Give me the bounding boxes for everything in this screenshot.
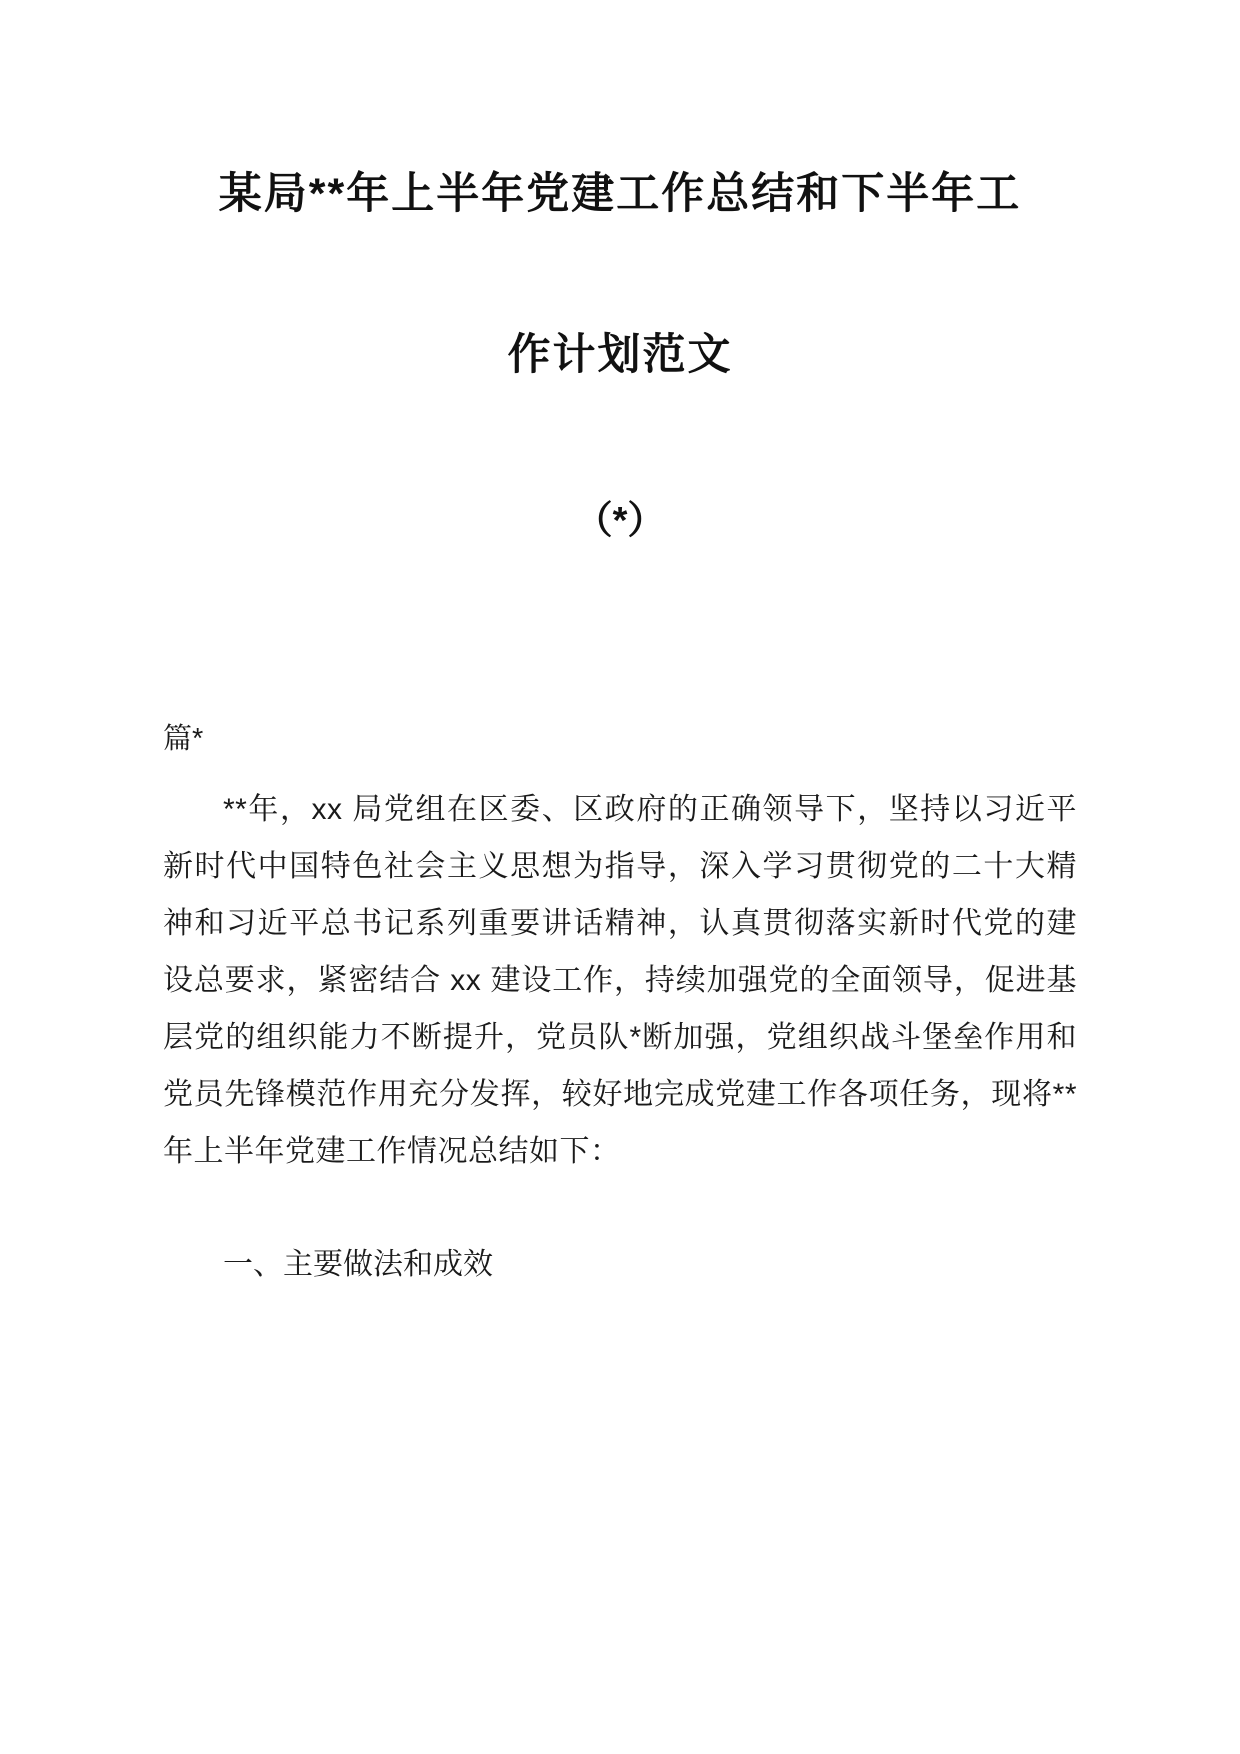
document-title-line2: 作计划范文: [507, 331, 733, 380]
section-label: 篇*: [163, 722, 204, 755]
body-paragraph: **年，xx 局党组在区委、区政府的正确领导下，坚持以习近平新时代中国特色社会主义思想为指导，深入学习贯彻党的二十大精神和习近平总书记系列重要讲话精神，认真贯彻落实新时代党的建设总要求，紧密结合 xx 建设工作，持续加强党的全面领导，促进基层党的组织能力不断提升，党员队*断加强，党组织战斗堡垒作用和党员先锋模范作用充分发挥，较好地完成党建工作各项任务，现将**年上半年党建工作情况总结如下：: [163, 792, 1077, 1168]
document-subtitle: （*）: [574, 499, 666, 542]
section-heading: 一、主要做法和成效: [223, 1247, 493, 1281]
document-title-line1: 某局**年上半年党建工作总结和下半年工: [218, 170, 1022, 218]
